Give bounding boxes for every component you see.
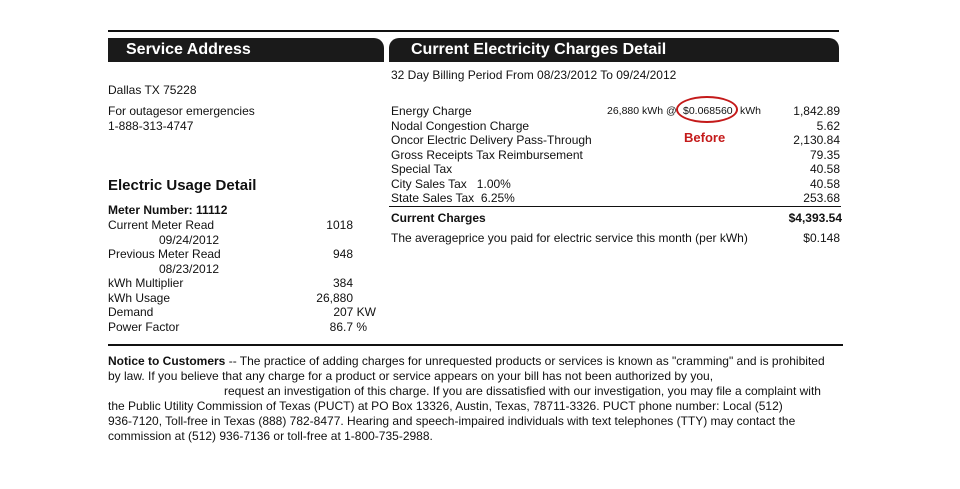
top-rule <box>108 30 839 32</box>
energy-usage: 26,880 kWh @ <box>607 105 677 117</box>
usage-row-label: Previous Meter Read <box>108 247 221 261</box>
notice-line-6: commission at (512) 936-7136 or toll-free at 1-800-735-2988. <box>108 429 433 443</box>
average-price-amount: $0.148 <box>803 231 840 245</box>
notice-line-2: by law. If you believe that any charge for a product or service appears on your bill has not been authorized by you, <box>108 369 714 383</box>
usage-row-label: 09/24/2012 <box>159 233 220 247</box>
usage-row-label: Demand <box>108 305 154 319</box>
charge-amount: 1,842.89 <box>793 104 840 118</box>
charges-header <box>389 38 839 62</box>
notice-line-5: 936-7120, Toll-free in Texas (888) 782-8477. Hearing and speech-impaired individuals with text telephones (TTY) may contact the <box>108 414 796 428</box>
usage-row-label: kWh Multiplier <box>108 276 184 290</box>
usage-row-value: 207 KW <box>333 305 376 319</box>
usage-row-label: Power Factor <box>108 320 180 334</box>
meter-number: Meter Number: 11112 <box>108 203 228 217</box>
current-charges-label: Current Charges <box>391 211 486 225</box>
current-charges-amount: $4,393.54 <box>788 211 842 225</box>
notice-line-1: -- The practice of adding charges for unrequested products or services is known as "cramming" and is prohibited <box>225 354 825 368</box>
charge-label: State Sales Tax 6.25% <box>391 191 515 205</box>
service-address-title: Service Address <box>126 41 251 58</box>
usage-title: Electric Usage Detail <box>108 177 257 194</box>
charge-amount: 79.35 <box>809 148 840 162</box>
outage-phone: 1-888-313-4747 <box>108 119 194 133</box>
usage-row-value: 86.7 % <box>329 320 367 334</box>
billing-period: 32 Day Billing Period From 08/23/2012 To 09/24/2012 <box>391 68 677 82</box>
average-price-label: The averageprice you paid for electric service this month (per kWh) <box>391 231 748 245</box>
rate-highlight-circle <box>676 96 738 123</box>
outage-label: For outagesor emergencies <box>108 104 255 118</box>
notice-line-3: request an investigation of this charge. If you are dissatisfied with our investigation, you may file a complaint with <box>224 384 821 398</box>
charge-amount: 2,130.84 <box>793 133 840 147</box>
before-annotation: Before <box>684 130 726 145</box>
charge-label: Energy Charge <box>391 104 472 118</box>
charge-amount: 5.62 <box>816 119 840 133</box>
charge-label: Gross Receipts Tax Reimbursement <box>391 148 583 162</box>
charges-title: Current Electricity Charges Detail <box>411 41 667 58</box>
notice-to-customers <box>108 354 848 444</box>
charge-label: Nodal Congestion Charge <box>391 119 530 133</box>
service-city-line: Dallas TX 75228 <box>108 83 197 97</box>
usage-row-value: 26,880 <box>316 291 353 305</box>
subtotal-rule <box>389 206 841 207</box>
usage-row-label: Current Meter Read <box>108 218 215 232</box>
charge-amount: 253.68 <box>803 191 840 205</box>
charge-label: City Sales Tax 1.00% <box>391 177 511 191</box>
charge-label: Special Tax <box>391 162 453 176</box>
usage-row-value: 1018 <box>326 218 353 232</box>
usage-row-label: kWh Usage <box>108 291 171 305</box>
usage-row-label: 08/23/2012 <box>159 262 220 276</box>
notice-line-4: the Public Utility Commission of Texas (PUCT) at PO Box 13326, Austin, Texas, 78711-3326. PUCT phone number: Local (512) <box>108 399 783 413</box>
usage-row-value: 384 <box>332 276 353 290</box>
charge-amount: 40.58 <box>809 177 840 191</box>
charge-label: Oncor Electric Delivery Pass-Through <box>391 133 592 147</box>
usage-row-value: 948 <box>332 247 353 261</box>
service-address-header <box>108 38 384 62</box>
energy-unit: kWh <box>740 105 761 117</box>
energy-rate: $0.068560 <box>683 105 733 117</box>
notice-rule <box>108 344 843 346</box>
charge-amount: 40.58 <box>809 162 840 176</box>
notice-lead: Notice to Customers <box>108 354 226 368</box>
